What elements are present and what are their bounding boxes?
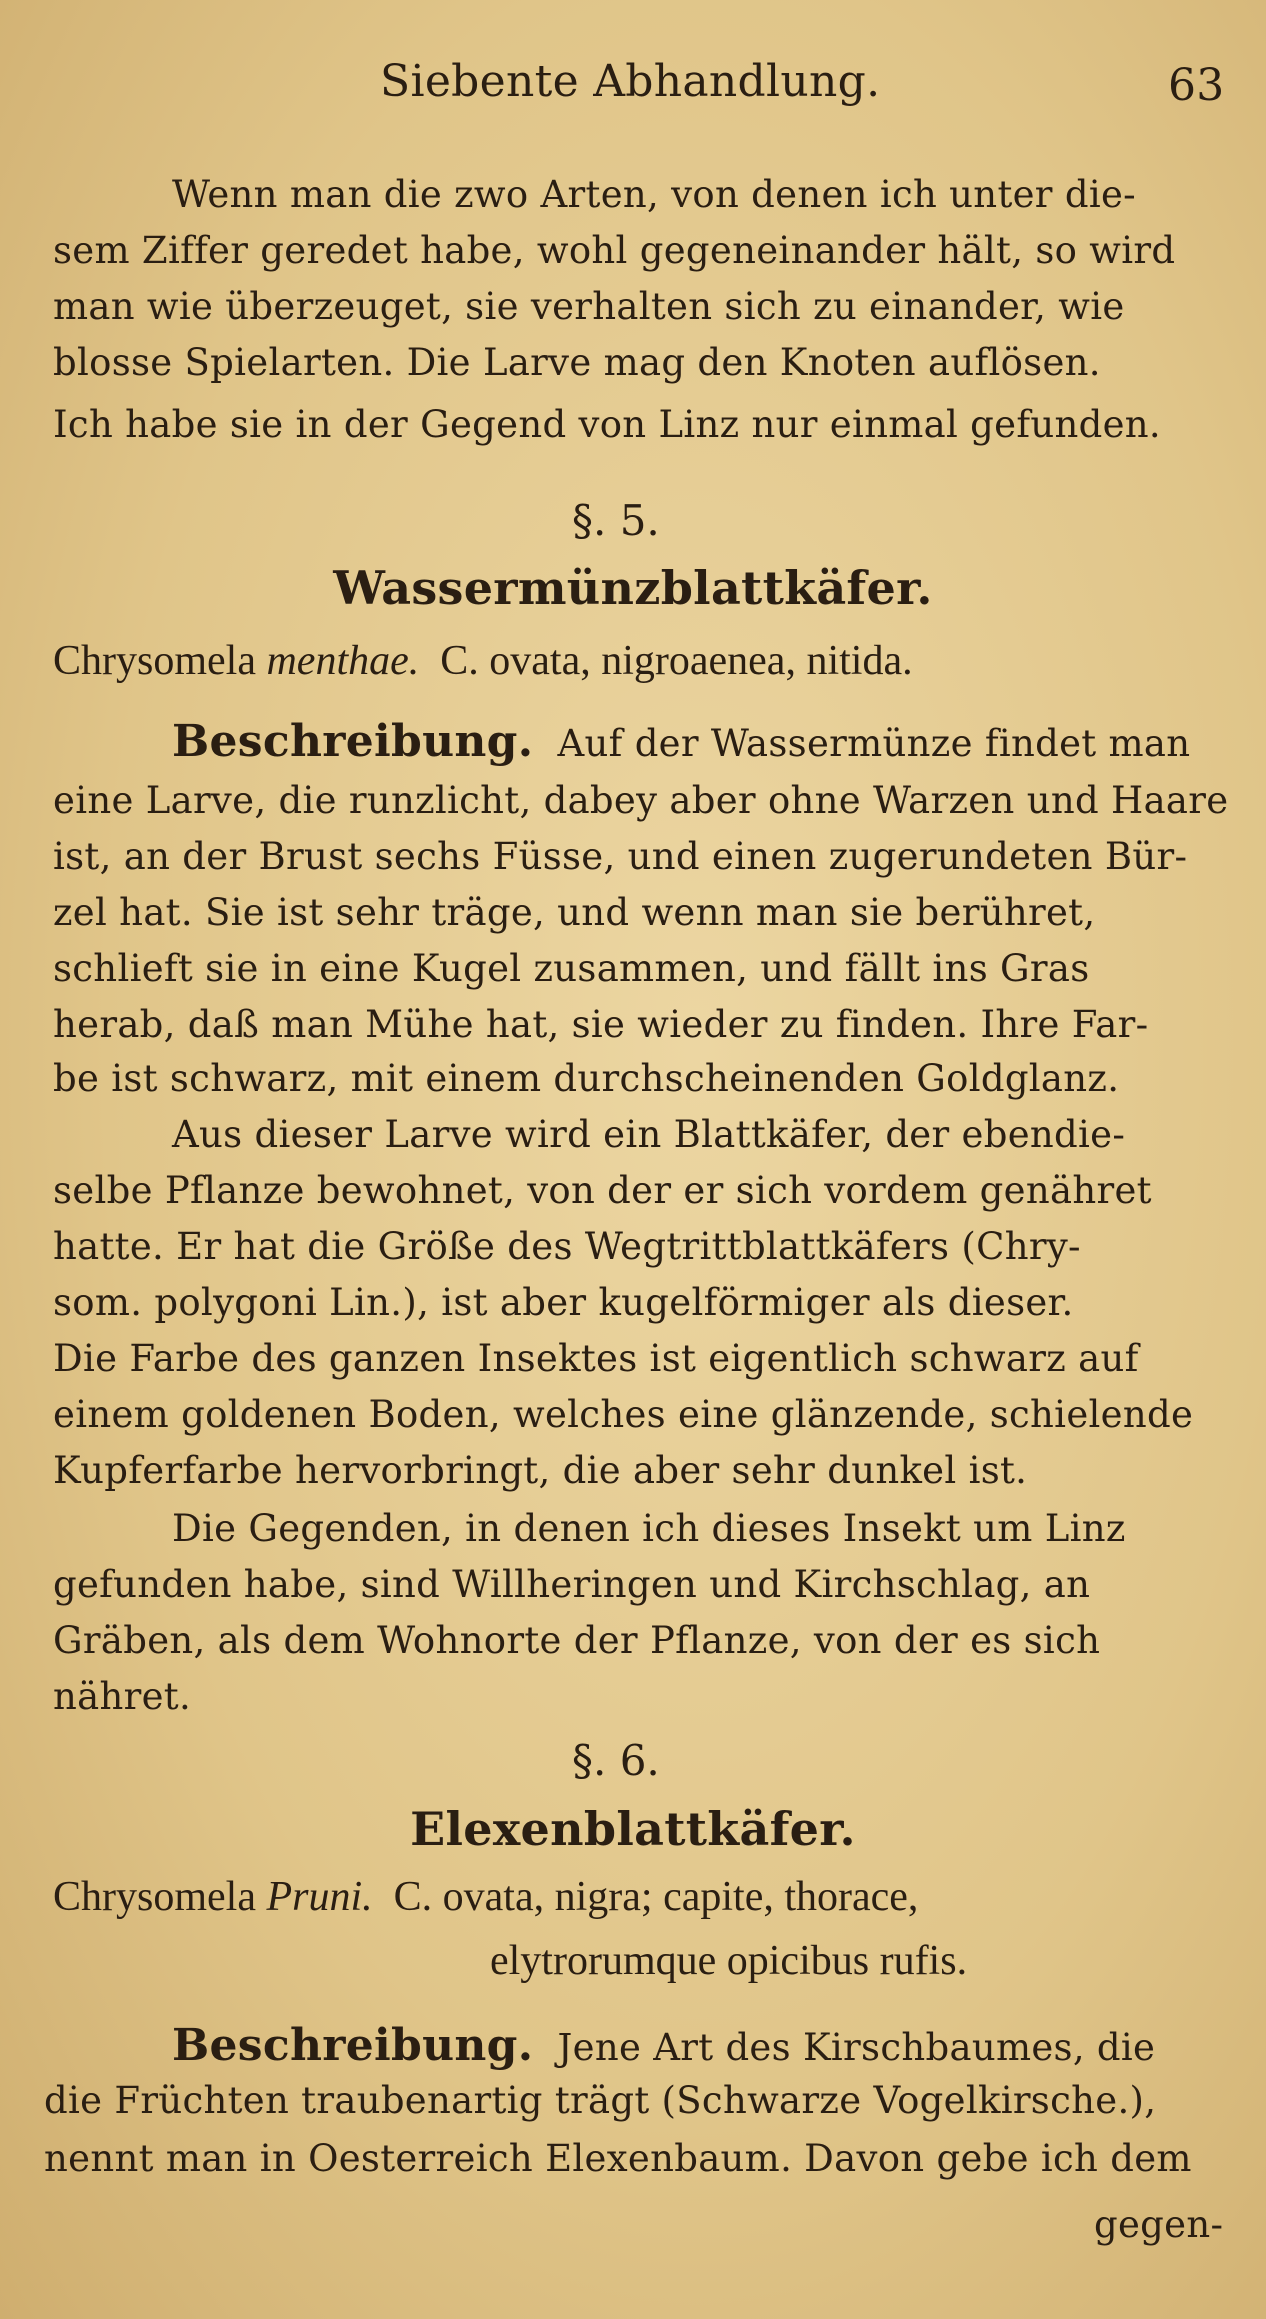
text-line: Ich habe sie in der Gegend von Linz nur einmal gefunden. [53,403,1161,446]
text-line [172,716,1191,767]
text-line: selbe Pflanze bewohnet, von der er sich vordem genähret [53,1169,1152,1212]
text-line: som. polygoni Lin.), ist aber kugelförmiger als dieser. [53,1281,1074,1324]
description-text: Jene Art des Kirschbaumes, die [557,2026,1156,2069]
text-line: ist, an der Brust sechs Füsse, und einen zugerundeten Bür- [53,835,1188,878]
text-line: einem goldenen Boden, welches eine glänzende, schielende [53,1393,1194,1436]
text-line: eine Larve, die runzlicht, dabey aber ohne Warzen und Haare [53,779,1229,822]
page-number: 63 [1168,60,1225,111]
text-line: Die Gegenden, in denen ich dieses Insekt um Linz [172,1507,1126,1550]
text-line: hatte. Er hat die Größe des Wegtrittblattkäfers (Chry- [53,1225,1081,1268]
text-line: Die Farbe des ganzen Insektes ist eigentlich schwarz auf [53,1337,1139,1380]
text-line: blosse Spielarten. Die Larve mag den Knoten auflösen. [53,341,1101,384]
latin-species: menthae. [266,638,420,684]
text-line: nähret. [53,1675,192,1718]
description-text: Auf der Wassermünze findet man [557,722,1191,765]
latin-species: Pruni. [266,1874,373,1920]
text-line: gefunden habe, sind Willheringen und Kirchschlag, an [53,1563,1091,1606]
latin-diagnosis-continued: elytrorumque opicibus rufis. [490,1938,968,1984]
section-title: Wassermünzblattkäfer. [333,561,933,615]
section-title: Elexenblattkäfer. [410,1802,856,1856]
text-line: man wie überzeuget, sie verhalten sich zu einander, wie [53,285,1125,328]
text-line: zel hat. Sie ist sehr träge, und wenn man sie berühret, [53,891,1096,934]
latin-name [53,640,913,682]
text-line: nennt man in Oesterreich Elexenbaum. Davon gebe ich dem [44,2137,1192,2180]
section-number: §. 5. [572,496,660,545]
catchword: gegen- [1094,2203,1224,2246]
text-line: sem Ziffer geredet habe, wohl gegeneinander hält, so wird [53,229,1176,272]
latin-name [53,1876,918,1918]
latin-diagnosis: C. ovata, nigroaenea, nitida. [440,638,913,684]
latin-genus: Chrysomela [53,1874,256,1920]
text-line: Gräben, als dem Wohnorte der Pflanze, von der es sich [53,1619,1101,1662]
text-line: schlieft sie in eine Kugel zusammen, und fällt ins Gras [53,947,1090,990]
text-line: Aus dieser Larve wird ein Blattkäfer, der ebendie- [172,1113,1126,1156]
text-line: die Früchten traubenartig trägt (Schwarze Vogelkirsche.), [44,2079,1157,2122]
text-line: be ist schwarz, mit einem durchscheinenden Goldglanz. [53,1057,1120,1100]
text-line: herab, daß man Mühe hat, sie wieder zu finden. Ihre Far- [53,1003,1149,1046]
latin-diagnosis: C. ovata, nigra; capite, thorace, [393,1874,919,1920]
text-line: Wenn man die zwo Arten, von denen ich unter die- [172,173,1136,216]
text-line: Kupferfarbe hervorbringt, die aber sehr dunkel ist. [53,1449,1028,1492]
description-lead: Beschreibung. [172,2020,534,2071]
text-line [172,2020,1156,2071]
description-lead: Beschreibung. [172,716,534,767]
running-title: Siebente Abhandlung. [380,56,881,107]
latin-genus: Chrysomela [53,638,256,684]
section-number: §. 6. [572,1736,660,1785]
